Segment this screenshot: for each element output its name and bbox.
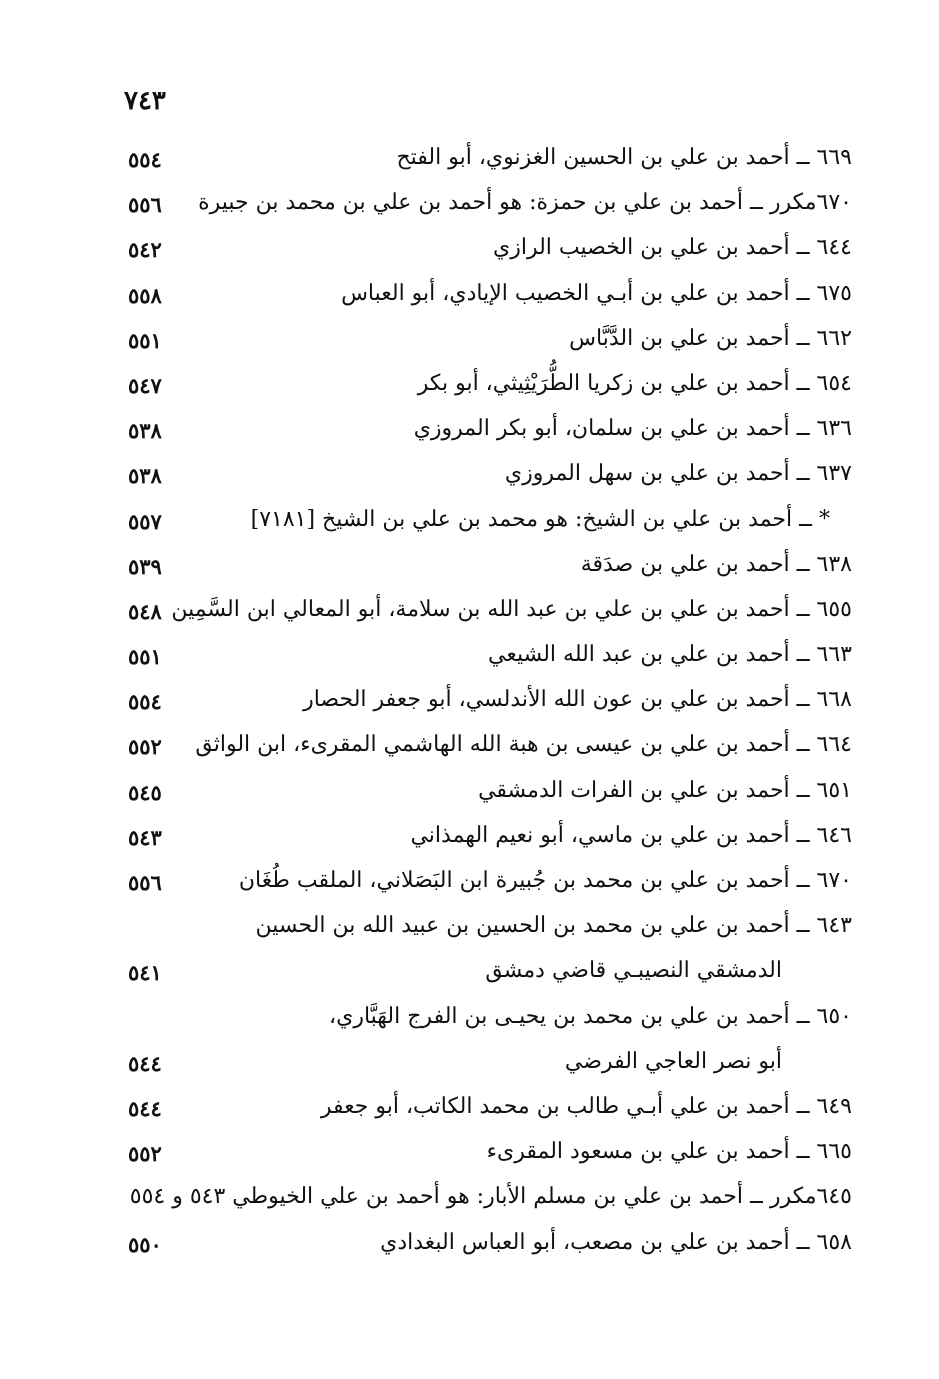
entry-text: ٦٥١ ــ أحمد بن علي بن الفرات الدمشقي [478, 777, 852, 803]
index-entry [120, 548, 852, 593]
index-entry [120, 412, 852, 457]
index-entry [120, 322, 852, 367]
entry-text: ٦٦٤ ــ أحمد بن علي بن عيسى بن هبة الله الهاشمي المقرىء، ابن الواثق [195, 732, 852, 758]
index-entry [120, 457, 852, 502]
entry-page-number: ٥٥١ [128, 644, 162, 670]
index-entry [120, 774, 852, 819]
entry-text: ٦٧٠ ــ أحمد بن علي بن محمد بن جُبيرة ابن البَصَلاني، الملقب طُغَان [238, 868, 852, 893]
entry-text: أبو نصر العاجي الفرضي [564, 1048, 782, 1074]
index-list [120, 141, 852, 1271]
page-number: ٧٤٣ [124, 86, 166, 116]
index-entry [120, 186, 852, 231]
entry-text: الدمشقي النصيبـي قاضي دمشق [485, 958, 782, 984]
entry-page-number: ٥٥١ [128, 327, 162, 353]
entry-page-number: ٥٥٦ [128, 192, 162, 218]
entry-text: ٦٤٤ ــ أحمد بن علي بن الخصيب الرازي [492, 235, 852, 261]
entry-text: * ــ أحمد بن علي بن الشيخ: هو محمد بن علي بن الشيخ [٧١٨١] [250, 506, 830, 532]
index-entry [120, 367, 852, 412]
entry-page-number: ٥٤٣ [128, 824, 162, 850]
index-entry [120, 683, 852, 728]
entry-page-number: ٥٣٨ [128, 463, 162, 489]
index-entry [120, 503, 852, 548]
entry-page-number: ٥٣٩ [128, 553, 162, 579]
entry-page-number: ٥٥٨ [128, 282, 162, 308]
entry-text: ٦٦٢ ــ أحمد بن علي بن الدَّبَّاس [569, 325, 852, 351]
index-entry [120, 638, 852, 683]
index-entry [120, 1045, 852, 1090]
entry-text: ٦٥٠ ــ أحمد بن علي بن محمد بن يحيـى بن الفرج الهَبَّاري، [329, 1003, 852, 1029]
index-entry [120, 819, 852, 864]
entry-page-number: ٥٥٢ [128, 734, 162, 760]
entry-page-number: ٥٥٢ [128, 1141, 162, 1167]
entry-text: ٦٥٨ ــ أحمد بن علي بن مصعب، أبو العباس البغدادي [380, 1229, 852, 1255]
entry-text: ٦٥٤ ــ أحمد بن علي بن زكريا الطُّرَيْثِيثي، أبو بكر [417, 370, 852, 396]
entry-text: ٦٦٣ ــ أحمد بن علي بن عبد الله الشيعي [488, 642, 852, 668]
index-entry [120, 1226, 852, 1271]
entry-text: ٦٧٠مكرر ــ أحمد بن علي بن حمزة: هو أحمد بن علي بن محمد بن جبيرة [198, 190, 852, 216]
entry-text: ٦٤٣ ــ أحمد بن علي بن محمد بن الحسين بن عبيد الله بن الحسين [255, 913, 852, 939]
entry-page-number: ٥٤٢ [128, 237, 162, 263]
entry-text: ٦٦٥ ــ أحمد بن علي بن مسعود المقرىء [486, 1139, 852, 1165]
entry-page-number: ٥٥٦ [128, 870, 162, 895]
entry-page-number: ٥٤٤ [128, 1050, 162, 1076]
index-entry [120, 954, 852, 999]
entry-page-number: ٥٥٤ [128, 147, 162, 172]
entry-page-number: ٥٤٨ [128, 598, 162, 624]
index-entry [120, 141, 852, 186]
index-entry [120, 231, 852, 276]
index-entry [120, 1180, 852, 1225]
entry-text: ٦٦٩ ــ أحمد بن علي بن الحسين الغزنوي، أبو الفتح [396, 145, 852, 170]
entry-text: ٦٥٥ ــ أحمد بن علي بن علي بن عبد الله بن سلامة، أبو المعالي ابن السَّمِين [171, 596, 852, 622]
entry-page-number: ٥٥٤ [128, 689, 162, 715]
index-entry [120, 1000, 852, 1045]
entry-page-number: ٥٣٨ [128, 418, 162, 444]
entry-text: ٦٣٦ ــ أحمد بن علي بن سلمان، أبو بكر المروزي [413, 416, 852, 442]
entry-page-number: ٥٤٤ [128, 1095, 162, 1121]
entry-page-number: ٥٥٧ [128, 508, 162, 534]
entry-text: ٦٤٥مكرر ــ أحمد بن علي بن مسلم الأبار: هو أحمد بن علي الخيوطي ٥٤٣ و ٥٥٤ [129, 1184, 852, 1210]
index-entry [120, 864, 852, 909]
index-entry [120, 909, 852, 954]
entry-text: ٦٣٧ ــ أحمد بن علي بن سهل المروزي [504, 461, 852, 487]
index-entry [120, 593, 852, 638]
index-entry [120, 728, 852, 773]
index-entry [120, 277, 852, 322]
entry-page-number: ٥٤٥ [128, 779, 162, 805]
entry-text: ٦٤٦ ــ أحمد بن علي بن ماسي، أبو نعيم الهمذاني [410, 822, 852, 848]
entry-text: ٦٣٨ ــ أحمد بن علي بن صدَقة [580, 551, 852, 577]
entry-page-number: ٥٤٧ [128, 372, 162, 398]
entry-text: ٦٧٥ ــ أحمد بن علي بن أبـي الخصيب الإيادي، أبو العباس [341, 280, 852, 306]
entry-text: ٦٤٩ ــ أحمد بن علي أبـي طالب بن محمد الكاتب، أبو جعفر [320, 1093, 852, 1119]
entry-page-number: ٥٥٠ [128, 1231, 162, 1257]
entry-page-number: ٥٤١ [128, 960, 162, 986]
entry-text: ٦٦٨ ــ أحمد بن علي بن عون الله الأندلسي، أبو جعفر الحصار [303, 687, 852, 713]
index-entry [120, 1135, 852, 1180]
index-entry [120, 1090, 852, 1135]
